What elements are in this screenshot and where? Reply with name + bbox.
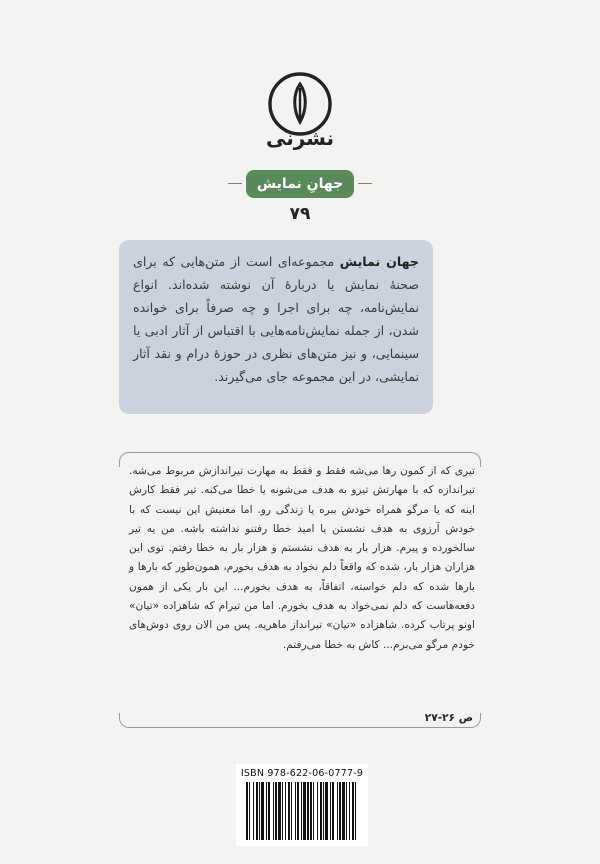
publisher-name: نشرنی (265, 126, 335, 150)
excerpt-page-reference: ص ۲۶-۲۷ (424, 712, 473, 724)
excerpt-text: تیری که از کمون رها می‌شه فقط و فقط به مهارت تیراندازش مربوط می‌شه. تیراندازه که با مهارتش تیرو به هدف می‌شونه یا خطا می‌کنه. تیر فقط کارش اینه که یا مرگو همراه خودش ببره یا زندگی رو. اما معنیش این نیست که با خودش آرزوی به هدف نشستن یا امید خطا رفتنو نداشته باشه. من یه تیر سالخورده و پیرم. هزار بار به هدف نشستم و هزار بار به خطا رفتم. توی این هزاران هزار بار، شده که واقعاً دلم نخواد به هدف بخورم، همون‌طور که بارها و بارها شده که دلم خواسته، اتفاقاً، به هدف بخورم... این بار یکی از همون دفعه‌هاست که دلم نمی‌خواد به هدف بخورم. اما من تیرام که شاهزاده «تیان» اونو پرتاب کرده. شاهزاده «تیان» تیرانداز ماهریه. پس من الان روی دوش‌های خودم مرگو می‌برم... کاش به خطا می‌رفتم. (129, 465, 475, 651)
series-divider-right (358, 183, 372, 184)
series-description-box (119, 240, 433, 414)
isbn-number: ISBN 978-622-06-0777-9 (240, 768, 364, 779)
series-badge: جهانِ نمایش (246, 170, 354, 198)
barcode-image (244, 782, 360, 840)
excerpt-bracket-bottom (119, 713, 481, 728)
series-label (240, 170, 360, 198)
excerpt-frame (119, 452, 481, 728)
isbn-barcode-label (236, 764, 368, 846)
series-number: ۷۹ (289, 204, 311, 224)
series-description-text: مجموعه‌ای است از متن‌هایی که برای صحنهٔ نمایش یا دربارهٔ آن نوشته شده‌اند. انواع نمایش‌نامه، چه برای اجرا و چه صرفاً برای خوانده شدن، از جمله نمایش‌نامه‌هایی با اقتباس از آثار ادبی یا سینمایی، و نیز متن‌های نظری در حوزهٔ درام و نقد آثار نمایشی، در این مجموعه جای می‌گیرند. (133, 254, 419, 384)
series-divider-left (228, 183, 242, 184)
series-description-lead: جهان نمایش (339, 254, 419, 269)
